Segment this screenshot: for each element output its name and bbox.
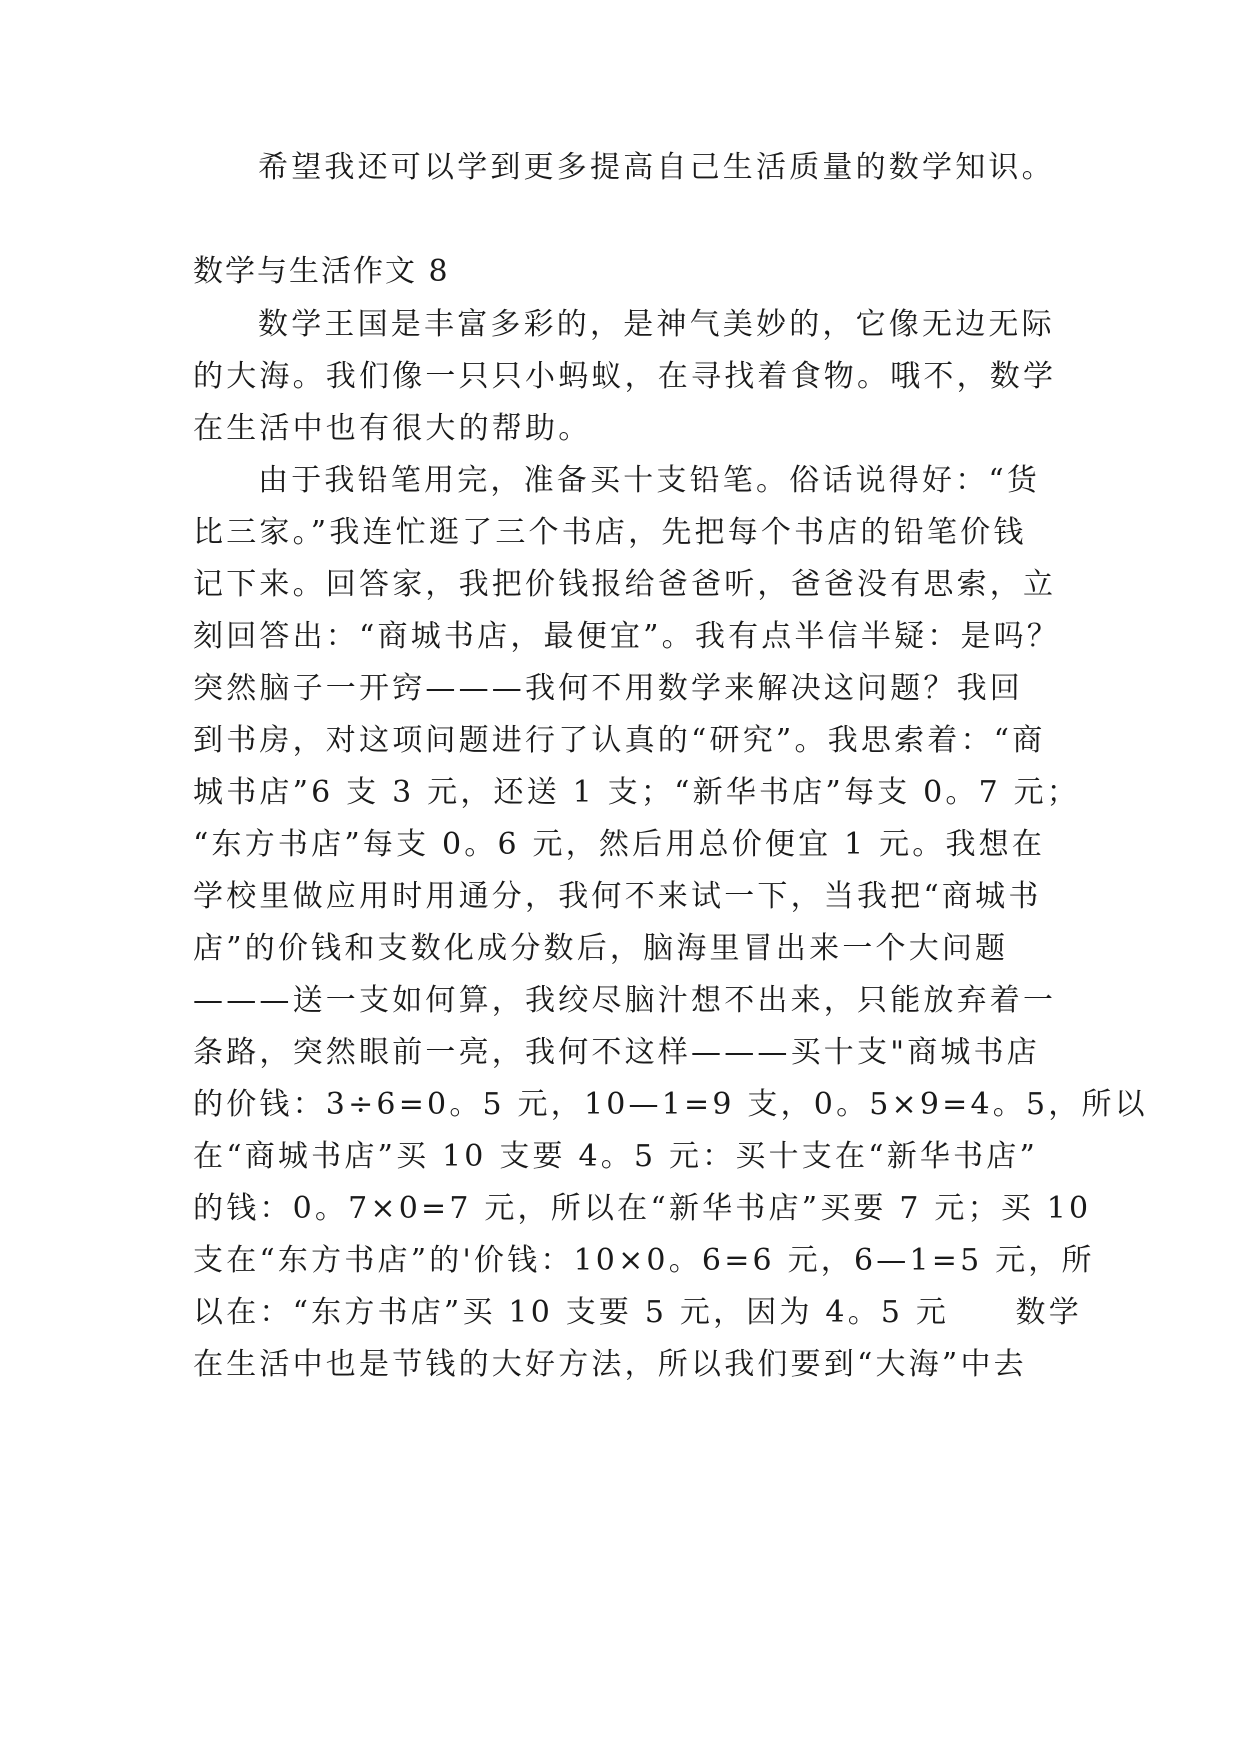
paragraph2-line: 条路，突然眼前一亮，我何不这样———买十支"商城书店 xyxy=(193,1035,1040,1070)
paragraph2-line: 突然脑子一开窍———我何不用数学来解决这问题？我回 xyxy=(193,671,1023,706)
paragraph2-line: 由于我铅笔用完，准备买十支铅笔。俗话说得好：“货 xyxy=(258,463,1041,498)
paragraph1-line: 数学王国是丰富多彩的，是神气美妙的，它像无边无际 xyxy=(258,307,1055,342)
paragraph2-line: 店”的价钱和支数化成分数后，脑海里冒出来一个大问题 xyxy=(193,931,1009,966)
intro-line: 希望我还可以学到更多提高自己生活质量的数学知识。 xyxy=(258,150,1055,185)
paragraph1-line: 在生活中也有很大的帮助。 xyxy=(193,411,592,446)
section-heading: 数学与生活作文 8 xyxy=(193,254,450,289)
paragraph2-line: 在生活中也是节钱的大好方法，所以我们要到“大海”中去 xyxy=(193,1347,1027,1382)
paragraph2-line: ———送一支如何算，我绞尽脑汁想不出来，只能放弃着一 xyxy=(193,983,1057,1018)
paragraph1-line: 的大海。我们像一只只小蚂蚁，在寻找着食物。哦不，数学 xyxy=(193,359,1057,394)
paragraph2-line: 的价钱：3÷6=0。5 元，10—1=9 支，0。5×9=4。5，所以 xyxy=(193,1087,1148,1122)
paragraph2-line: 学校里做应用时用通分，我何不来试一下，当我把“商城书 xyxy=(193,879,1042,914)
paragraph2-line: 刻回答出：“商城书店，最便宜”。我有点半信半疑：是吗？ xyxy=(193,619,1061,654)
paragraph2-line: 到书房，对这项问题进行了认真的“研究”。我思索着：“商 xyxy=(193,723,1046,758)
paragraph2-line: 城书店”6 支 3 元，还送 1 支；“新华书店”每支 0。7 元； xyxy=(193,775,1080,810)
paragraph2-line: 比三家。”我连忙逛了三个书店，先把每个书店的铅笔价钱 xyxy=(193,515,1027,550)
paragraph2-line: 在“商城书店”买 10 支要 4。5 元：买十支在“新华书店” xyxy=(193,1139,1039,1174)
paragraph2-line: 记下来。回答家，我把价钱报给爸爸听，爸爸没有思索，立 xyxy=(193,567,1057,602)
paragraph2-line: 的钱：0。7×0=7 元，所以在“新华书店”买要 7 元；买 10 xyxy=(193,1191,1092,1226)
paragraph2-line: 支在“东方书店”的'价钱：10×0。6=6 元，6—1=5 元，所 xyxy=(193,1243,1095,1278)
paragraph2-line: 以在：“东方书店”买 10 支要 5 元，因为 4。5 元 数学 xyxy=(193,1295,1082,1330)
paragraph2-line: “东方书店”每支 0。6 元，然后用总价便宜 1 元。我想在 xyxy=(193,827,1046,862)
